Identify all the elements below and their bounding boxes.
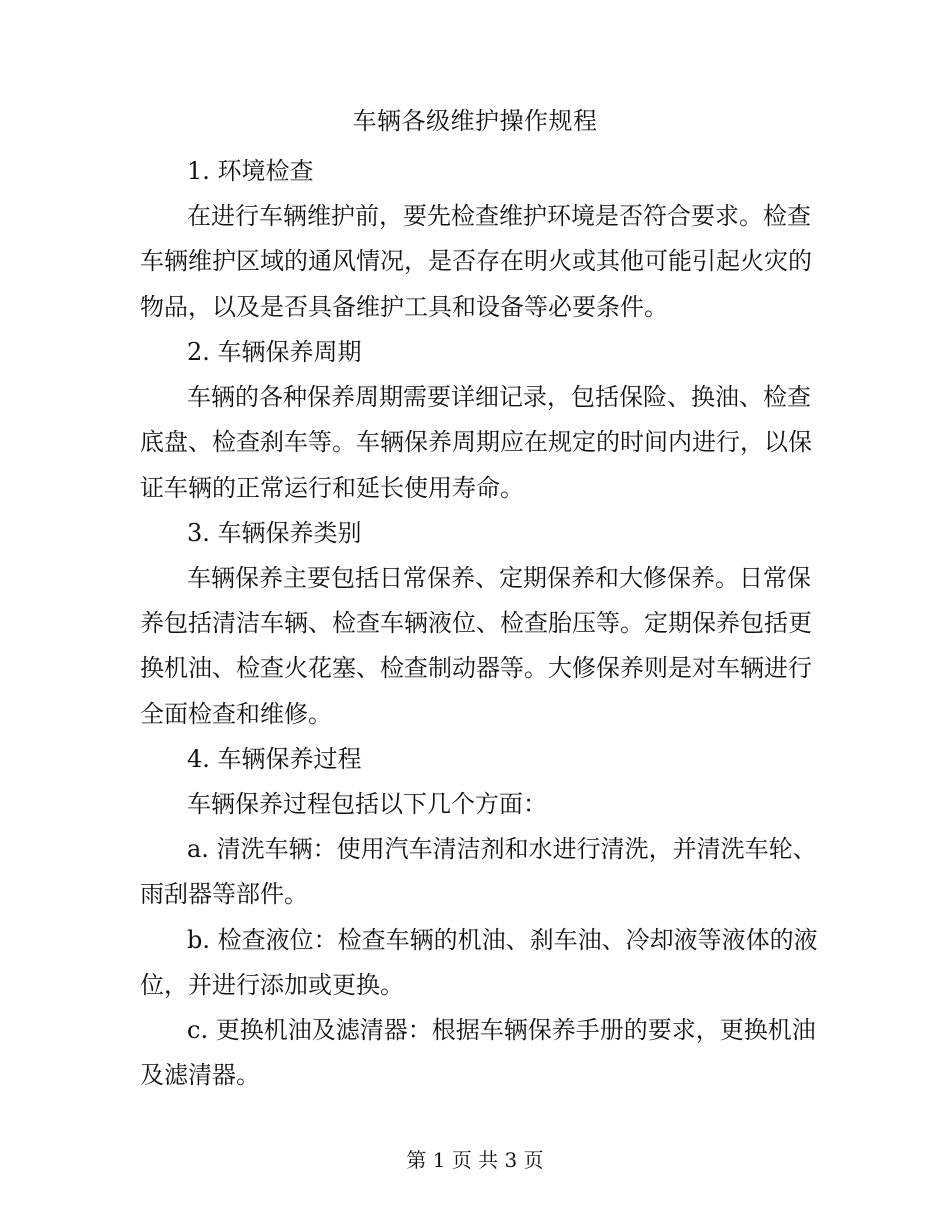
list-item-c-line: c. 更换机油及滤清器：根据车辆保养手册的要求，更换机油	[187, 1016, 816, 1044]
paragraph-line: 底盘、检查刹车等。车辆保养周期应在规定的时间内进行，以保	[140, 428, 812, 456]
section-heading-maintenance-cycle: 2. 车辆保养周期	[187, 338, 362, 366]
document-title: 车辆各级维护操作规程	[352, 107, 598, 135]
section-heading-maintenance-category: 3. 车辆保养类别	[187, 519, 362, 547]
paragraph-line: 养包括清洁车辆、检查车辆液位、检查胎压等。定期保养包括更	[140, 609, 812, 637]
section-heading-maintenance-process: 4. 车辆保养过程	[187, 745, 362, 773]
list-item-c-line: 及滤清器。	[140, 1061, 260, 1089]
section-heading-environment-check: 1. 环境检查	[187, 157, 314, 185]
list-item-a-line: 雨刮器等部件。	[140, 880, 308, 908]
list-item-a-line: a. 清洗车辆：使用汽车清洁剂和水进行清洗，并清洗车轮、	[187, 835, 817, 863]
list-item-b-line: 位，并进行添加或更换。	[140, 971, 404, 999]
paragraph-line: 证车辆的正常运行和延长使用寿命。	[140, 474, 524, 502]
paragraph-line: 全面检查和维修。	[140, 700, 332, 728]
paragraph-line: 在进行车辆维护前，要先检查维护环境是否符合要求。检查	[187, 202, 811, 230]
paragraph-line: 车辆维护区域的通风情况，是否存在明火或其他可能引起火灾的	[140, 247, 812, 275]
paragraph-line: 车辆保养主要包括日常保养、定期保养和大修保养。日常保	[187, 564, 811, 592]
paragraph-line: 物品，以及是否具备维护工具和设备等必要条件。	[140, 293, 668, 321]
list-item-b-line: b. 检查液位：检查车辆的机油、刹车油、冷却液等液体的液	[187, 926, 818, 954]
paragraph-line: 换机油、检查火花塞、检查制动器等。大修保养则是对车辆进行	[140, 654, 812, 682]
page-footer: 第 1 页 共 3 页	[406, 1148, 544, 1172]
paragraph-line: 车辆的各种保养周期需要详细记录，包括保险、换油、检查	[187, 383, 811, 411]
paragraph-line: 车辆保养过程包括以下几个方面：	[187, 790, 547, 818]
